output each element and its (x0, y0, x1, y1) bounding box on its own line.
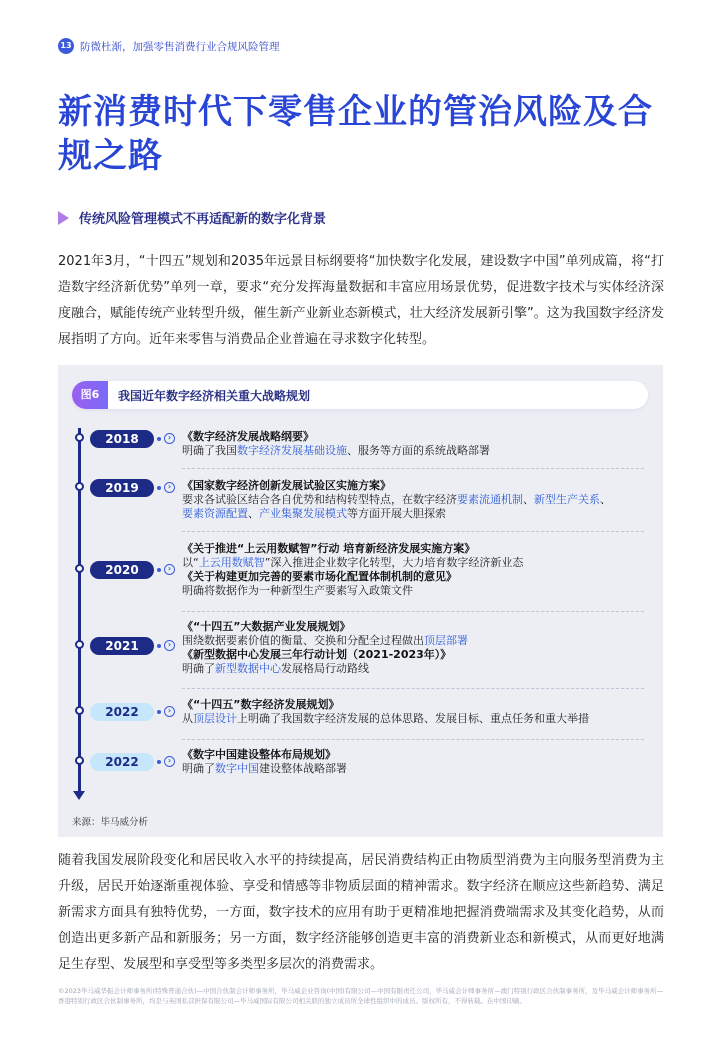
arrow-circle-icon: › (164, 640, 175, 651)
section-title: 传统风险管理模式不再适配新的数字化背景 (79, 212, 327, 227)
highlight-text: 顶层部署 (424, 634, 468, 647)
entry-text: 、 (523, 493, 534, 506)
entry-text: 以“ (182, 556, 199, 569)
entry-content (182, 479, 652, 521)
entry-text: 、服务等方面的系统战略部署 (347, 444, 490, 457)
entry-text: 围绕数据要素价值的衡量、交换和分配全过程做出 (182, 634, 424, 647)
arrow-circle-icon: › (164, 433, 175, 444)
entry-text: 明确将数据作为一种新型生产要素写入政策文件 (182, 584, 413, 597)
entry-content (182, 620, 652, 676)
divider (182, 688, 644, 689)
timeline-dot (75, 564, 84, 573)
entry-text: 明确了我国 (182, 444, 237, 457)
highlight-text: 数字经济发展基础设施 (237, 444, 347, 457)
document-title: 《数字经济发展战略纲要》 (182, 430, 314, 443)
figure-title: 我国近年数字经济相关重大战略规划 (118, 388, 311, 403)
year-badge: 2021 (90, 637, 154, 655)
body-paragraph-1: 2021年3月，“十四五”规划和2035年远景目标纲要将“加快数字化发展，建设数字中国”单列成篇，将“打造数字经济新优势”单列一章，要求“充分发挥海量数据和丰富应用场景优势，促进数字技术与实体经济深度融合，赋能传统产业转型升级，催生新产业新业态新模式，壮大经济发展新引擎”。这为我国数字经济发展指明了方向。近年来零售与消费品企业普遍在寻求数字化转型。 (58, 254, 664, 347)
year-badge: 2022 (90, 703, 154, 721)
arrow-circle-icon: › (164, 482, 175, 493)
document-title: 《“十四五”数字经济发展规划》 (182, 698, 340, 711)
document-title: 《“十四五”大数据产业发展规划》 (182, 620, 351, 633)
entry-text: 要求各试验区结合各自优势和结构转型特点，在数字经济 (182, 493, 457, 506)
connector-dot (157, 710, 161, 714)
figure-source: 来源：毕马威分析 (72, 817, 149, 828)
entry-text: 、 (248, 507, 259, 520)
timeline-dot (75, 482, 84, 491)
year-badge: 2019 (90, 479, 154, 497)
highlight-text: 产业集聚发展模式 (259, 507, 347, 520)
connector-dot (157, 437, 161, 441)
divider (182, 468, 644, 469)
timeline-arrow-icon (73, 791, 85, 800)
entry-content (182, 542, 652, 598)
document-title: 《新型数据中心发展三年行动计划（2021-2023年）》 (182, 648, 452, 661)
figure-header (72, 381, 648, 409)
connector-dot (157, 644, 161, 648)
year-badge: 2020 (90, 561, 154, 579)
figure-timeline (58, 365, 663, 837)
entry-text: 明确了 (182, 762, 215, 775)
section-heading (58, 208, 326, 227)
entry-text: 从 (182, 712, 193, 725)
year-badge: 2022 (90, 753, 154, 771)
page-header (58, 38, 280, 54)
entry-content (182, 748, 652, 776)
highlight-text: 上云用数赋智 (198, 556, 265, 569)
body-paragraph-2: 随着我国发展阶段变化和居民收入水平的持续提高，居民消费结构正由物质型消费为主向服务型消费为主升级，居民开始逐渐重视体验、享受和情感等非物质层面的精神需求。数字经济在顺应这些新趋势、满足新需求方面具有独特优势，一方面，数字技术的应用有助于更精准地把握消费端需求及其变化趋势，从而创造出更多新产品和新服务；另一方面，数字经济能够创造更丰富的消费新业态和新模式，从而更好地满足生存型、发展型和享受型等多类型多层次的消费需求。 (58, 853, 664, 972)
connector-dot (157, 486, 161, 490)
connector-dot (157, 568, 161, 572)
arrow-circle-icon: › (164, 756, 175, 767)
highlight-text: 数字中国 (215, 762, 259, 775)
entry-content (182, 430, 652, 458)
page-number-badge: 13 (58, 38, 74, 54)
divider (182, 739, 644, 740)
copyright-footer: ©2023毕马威华振会计师事务所(特殊普通合伙)—中国合伙制会计师事务所，毕马威企业咨询(中国)有限公司—中国有限责任公司，毕马威会计师事务所—澳门特别行政区合伙制事务所，及毕马威会计师事务所—香港特别行政区合伙制事务所，均是与英国私营担保有限公司—毕马威国际有限公司相关联的独立成员所全球性组织中的成员。版权所有，不得转载。在中国印刷。 (58, 987, 664, 1005)
timeline-dot (75, 706, 84, 715)
highlight-text: 顶层设计 (193, 712, 237, 725)
connector-dot (157, 760, 161, 764)
timeline-dot (75, 640, 84, 649)
page-title: 新消费时代下零售企业的管治风险及合规之路 (58, 92, 653, 176)
entry-text: 明确了 (182, 662, 215, 675)
entry-text: 、 (600, 493, 611, 506)
entry-content (182, 698, 652, 726)
figure-label: 图6 (72, 381, 108, 409)
highlight-text: 新型生产关系 (534, 493, 600, 506)
timeline-dot (75, 433, 84, 442)
highlight-text: 新型数据中心 (215, 662, 281, 675)
entry-text: 上明确了我国数字经济发展的总体思路、发展目标、重点任务和重大举措 (237, 712, 589, 725)
arrow-circle-icon: › (164, 706, 175, 717)
header-title: 防微杜渐，加强零售消费行业合规风险管理 (80, 40, 280, 53)
entry-text: ”深入推进企业数字化转型，大力培育数字经济新业态 (264, 556, 524, 569)
highlight-text: 要素资源配置 (182, 507, 248, 520)
entry-text: 等方面开展大胆探索 (347, 507, 446, 520)
entry-text: 发展格局行动路线 (281, 662, 369, 675)
timeline-dot (75, 756, 84, 765)
highlight-text: 要素流通机制 (457, 493, 523, 506)
document-title: 《关于推进“上云用数赋智”行动 培育新经济发展实施方案》 (182, 542, 476, 555)
arrow-circle-icon: › (164, 564, 175, 575)
entry-text: 建设整体战略部署 (259, 762, 347, 775)
year-badge: 2018 (90, 430, 154, 448)
divider (182, 611, 644, 612)
document-title: 《关于构建更加完善的要素市场化配置体制机制的意见》 (182, 570, 457, 583)
document-title: 《数字中国建设整体布局规划》 (182, 748, 336, 761)
divider (182, 531, 644, 532)
document-title: 《国家数字经济创新发展试验区实施方案》 (182, 479, 391, 492)
triangle-bullet-icon (58, 211, 69, 225)
